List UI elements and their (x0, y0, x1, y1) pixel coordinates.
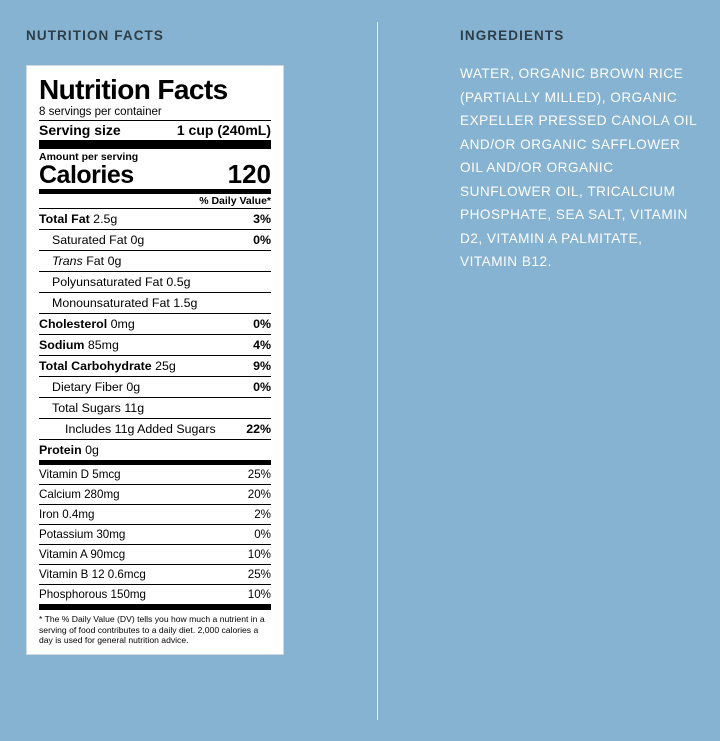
nutrient-label-cholesterol: Cholesterol 0mg (39, 317, 135, 332)
nutrient-label-total-sugars: Total Sugars 11g (52, 401, 145, 416)
micronutrient-dv-vitamin-b12: 25% (247, 568, 271, 582)
nutrition-facts-heading: NUTRITION FACTS (26, 28, 164, 43)
nutrient-dv-added-sugars: 22% (246, 422, 271, 437)
ingredients-heading: INGREDIENTS (460, 28, 565, 43)
micronutrient-row-vitamin-b12 (39, 565, 271, 585)
micronutrient-dv-vitamin-a: 10% (247, 548, 271, 562)
nutrient-row-protein (39, 440, 271, 460)
micronutrient-dv-vitamin-d: 25% (247, 468, 271, 482)
micronutrient-label-potassium: Potassium 30mg (39, 528, 126, 542)
nutrient-row-total-carbohydrate (39, 356, 271, 377)
micronutrient-dv-phosphorous: 10% (247, 588, 271, 602)
micronutrient-row-vitamin-d (39, 465, 271, 485)
rule-thick-1 (39, 140, 271, 149)
nutrition-facts-column (26, 28, 356, 655)
micronutrient-label-vitamin-a: Vitamin A 90mcg (39, 548, 126, 562)
micronutrient-label-vitamin-d: Vitamin D 5mcg (39, 468, 121, 482)
nutrient-label-total-fat: Total Fat 2.5g (39, 212, 118, 227)
micronutrient-row-potassium (39, 525, 271, 545)
serving-size-row (39, 121, 271, 140)
micronutrient-dv-calcium: 20% (247, 488, 271, 502)
nutrient-row-total-sugars (39, 398, 271, 419)
nutrient-row-total-fat (39, 209, 271, 230)
nutrient-label-added-sugars: Includes 11g Added Sugars (65, 422, 216, 437)
nutrient-row-sodium (39, 335, 271, 356)
serving-size-label: Serving size (39, 122, 121, 138)
nutrient-dv-sodium: 4% (253, 338, 271, 353)
column-divider (377, 22, 378, 720)
nutrient-row-saturated-fat (39, 230, 271, 251)
micronutrient-label-calcium: Calcium 280mg (39, 488, 120, 502)
micronutrient-label-phosphorous: Phosphorous 150mg (39, 588, 146, 602)
ingredients-text: WATER, ORGANIC BROWN RICE (PARTIALLY MILLED), ORGANIC EXPELLER PRESSED CANOLA OIL AND/OR ORGANIC SAFFLOWER OIL AND/OR ORGANIC SUNFLOWER OIL, TRICALCIUM PHOSPHATE, SEA SALT, VITAMIN D2, VITAMIN A PALMITATE, VITAMIN B12. (460, 66, 697, 269)
nutrient-dv-dietary-fiber: 0% (253, 380, 271, 395)
nutrient-label-protein: Protein 0g (39, 443, 99, 458)
calories-label: Calories (39, 161, 134, 190)
daily-value-header: % Daily Value* (199, 195, 271, 208)
nutrient-label-trans-fat: Trans Fat 0g (52, 254, 122, 269)
micronutrient-dv-potassium: 0% (254, 528, 271, 542)
nutrient-row-dietary-fiber (39, 377, 271, 398)
micronutrient-row-iron (39, 505, 271, 525)
nutrient-label-total-carbohydrate: Total Carbohydrate 25g (39, 359, 176, 374)
nutrient-row-added-sugars (39, 419, 271, 440)
nutrition-facts-title: Nutrition Facts (39, 74, 228, 105)
nutrient-label-polyunsaturated-fat: Polyunsaturated Fat 0.5g (52, 275, 191, 290)
micronutrient-row-phosphorous (39, 585, 271, 605)
nutrient-row-monounsaturated-fat (39, 293, 271, 314)
micronutrient-row-calcium (39, 485, 271, 505)
nutrient-row-trans-fat (39, 251, 271, 272)
calories-value: 120 (227, 159, 271, 189)
amount-per-serving-label: Amount per serving (39, 151, 139, 163)
servings-per-container: 8 servings per container (39, 106, 162, 118)
nutrient-dv-total-fat: 3% (253, 212, 271, 227)
serving-size-value: 1 cup (240mL) (176, 122, 271, 138)
nutrient-dv-cholesterol: 0% (253, 317, 271, 332)
calories-row (39, 161, 271, 189)
nutrient-label-monounsaturated-fat: Monounsaturated Fat 1.5g (52, 296, 198, 311)
daily-value-footnote: * The % Daily Value (DV) tells you how much a nutrient in a serving of food contributes to a daily diet. 2,000 calories a day is used for general nutrition advice. (39, 614, 265, 646)
nutrient-label-dietary-fiber: Dietary Fiber 0g (52, 380, 141, 395)
nutrient-row-polyunsaturated-fat (39, 272, 271, 293)
nutrient-label-saturated-fat: Saturated Fat 0g (52, 233, 145, 248)
nutrient-row-cholesterol (39, 314, 271, 335)
nutrition-facts-label (26, 65, 284, 655)
micronutrient-label-iron: Iron 0.4mg (39, 508, 95, 522)
micronutrient-row-vitamin-a (39, 545, 271, 565)
nutrient-dv-saturated-fat: 0% (253, 233, 271, 248)
micronutrient-label-vitamin-b12: Vitamin B 12 0.6mcg (39, 568, 146, 582)
nutrient-dv-total-carbohydrate: 9% (253, 359, 271, 374)
micronutrient-dv-iron: 2% (254, 508, 271, 522)
nutrient-label-sodium: Sodium 85mg (39, 338, 119, 353)
